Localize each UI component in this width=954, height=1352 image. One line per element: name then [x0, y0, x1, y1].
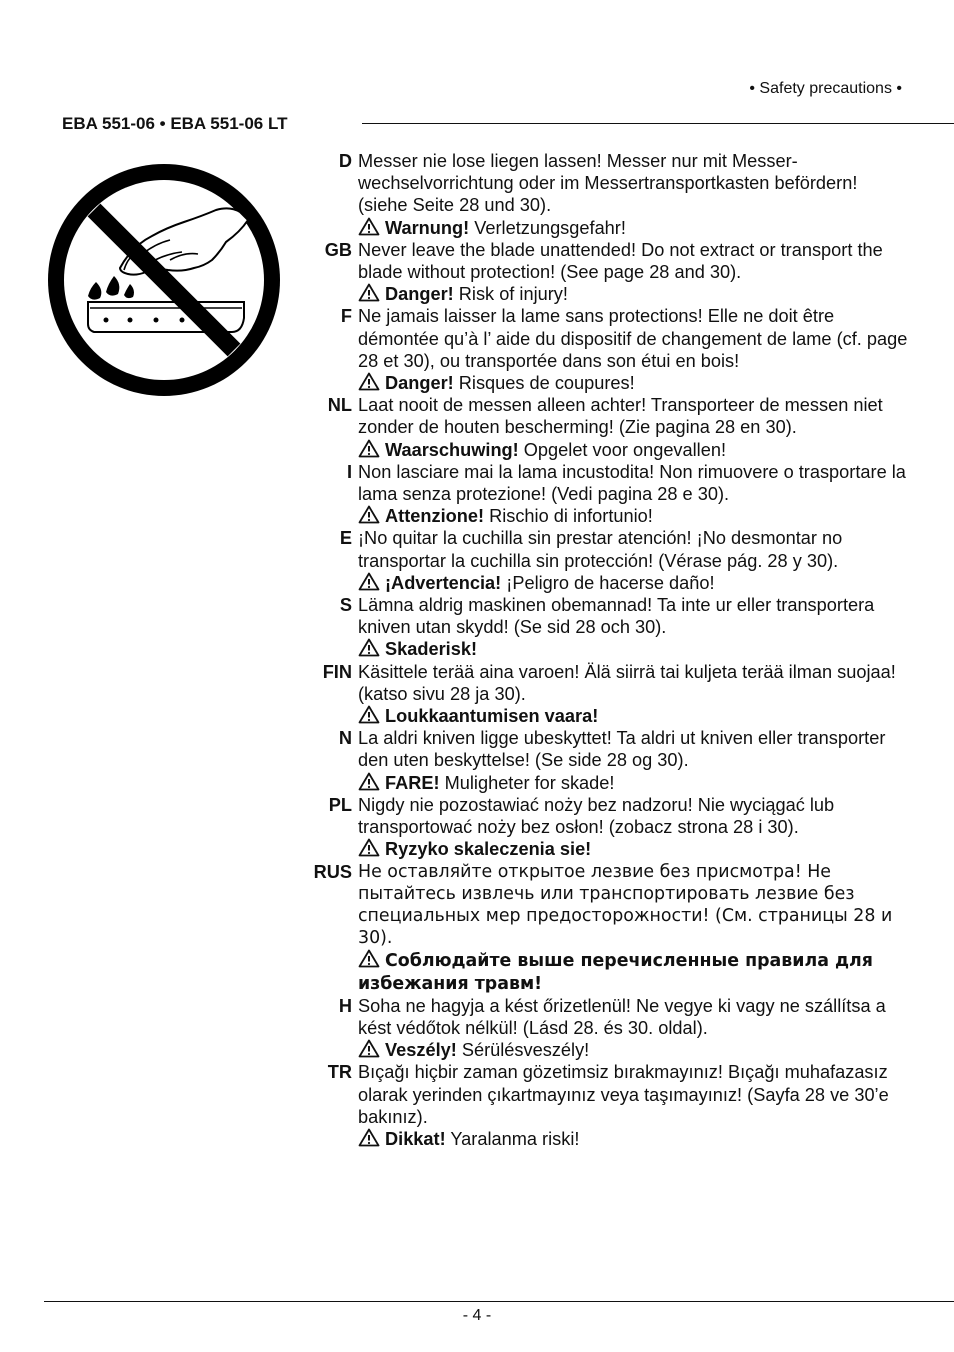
entry-text: Ne jamais laisser la lame sans protections! Elle ne doit être démontée qu’à l’ aide du dispositif de changement de lame (cf. page 28 et 30), ou transportée dans son étui en bois! [358, 306, 908, 371]
language-code: H [338, 995, 352, 1016]
language-code: N [338, 728, 352, 749]
warning-line [358, 1128, 910, 1150]
language-code: E [339, 528, 352, 549]
warning-label: Dikkat! [385, 1128, 446, 1149]
warning-text: ¡Peligro de hacerse daño! [501, 572, 715, 593]
entry-text: Laat nooit de messen alleen achter! Transporteer de messen niet zonder de houten bescherming! (Zie pagina 28 en 30). [358, 395, 883, 438]
warning-label: Skaderisk! [385, 639, 478, 660]
warning-triangle-icon [358, 572, 380, 591]
entry-text: Never leave the blade unattended! Do not extract or transport the blade without protection! (See page 28 and 30). [358, 239, 883, 283]
language-code: PL [328, 794, 352, 815]
entry-text: Lämna aldrig maskinen obemannad! Ta inte ur eller transportera kniven utan skydd! (Se sid 28 och 30). [358, 595, 875, 638]
entry-nl [300, 394, 910, 461]
warning-text: Sérülésveszély! [456, 1040, 590, 1061]
warning-label: Waarschuwing! [385, 439, 519, 460]
warning-line [358, 283, 910, 305]
warning-triangle-icon [358, 705, 380, 724]
warning-triangle-icon [358, 217, 380, 236]
entry-gb [300, 239, 910, 306]
language-code: I [346, 461, 352, 482]
warning-label: Ryzyko skaleczenia sie! [385, 839, 592, 860]
warning-label: Danger! [385, 284, 454, 305]
no-hand-on-blade-prohibition-icon [44, 160, 284, 400]
warning-text: Verletzungsgefahr! [469, 217, 626, 238]
warning-label: Danger! [385, 373, 454, 394]
warning-line [358, 705, 910, 727]
entry-e [300, 527, 910, 594]
entry-s [300, 594, 910, 661]
warning-triangle-icon [358, 439, 380, 458]
entry-text: Не оставляйте открытое лезвие без присмотра! Не пытайтесь извлечь или транспортировать лезвие без специальных мер предосторожности! (См. страницы 28 и 30). [358, 861, 893, 949]
language-code: D [338, 151, 352, 171]
entry-text: Bıçağı hiçbir zaman gözetimsiz bırakmayınız! Bıçağı muhafazasız olarak yerinden çıkartmayınız veya taşımayınız! (Sayfa 28 ve 30’e bakınız). [358, 1062, 889, 1127]
entry-rus [300, 861, 910, 995]
language-code: F [340, 306, 352, 327]
warning-line [358, 372, 910, 394]
warning-triangle-icon [358, 372, 380, 391]
language-code: FIN [322, 661, 352, 682]
entry-text: Messer nie lose liegen lassen! Messer nur mit Messer-wechselvorrichtung oder im Messertransportkasten befördern! (siehe Seite 28 und 30). [358, 151, 858, 216]
warning-text: Opgelet voor ongevallen! [518, 439, 727, 460]
warning-triangle-icon [358, 638, 380, 657]
entry-text: Soha ne hagyja a kést őrizetlenül! Ne vegye ki vagy ne szállítsa a kést védőtok nélkül! (Lásd 28. és 30. oldal). [358, 995, 886, 1038]
language-code: NL [327, 395, 352, 416]
entry-pl [300, 794, 910, 861]
warning-text: Muligheter for skade! [439, 772, 615, 793]
entry-text: Käsittele terää aina varoen! Älä siirrä tai kuljeta terää ilman suojaa! (katso sivu 28 ja 30). [358, 661, 896, 704]
warning-text: Rischio di infortunio! [484, 506, 653, 527]
header-divider [362, 123, 954, 124]
warning-line [358, 949, 910, 994]
warning-line [358, 217, 910, 239]
warning-line [358, 1039, 910, 1061]
entry-text: Nigdy nie pozostawiać noży bez nadzoru! Nie wyciągać lub transportować noży bez osłon! (zobacz strona 28 i 30). [358, 794, 835, 838]
warning-triangle-icon [358, 283, 380, 302]
entry-tr [300, 1061, 910, 1150]
language-code: GB [324, 239, 352, 260]
entry-i [300, 461, 910, 528]
warning-label: Соблюдайте выше перечисленные правила для избежания травм! [358, 951, 873, 994]
warning-label: Warnung! [385, 217, 470, 238]
entry-text: Non lasciare mai la lama incustodita! Non rimuovere o trasportare la lama senza protezione! (Vedi pagina 28 e 30). [358, 461, 906, 505]
warning-label: FARE! [385, 772, 440, 793]
footer-divider [44, 1301, 954, 1302]
entry-text: La aldri kniven ligge ubeskyttet! Ta aldri ut kniven eller transporter den uten beskyttelse! (Se side 28 og 30). [358, 728, 886, 771]
warning-triangle-icon [358, 1039, 380, 1058]
warning-text: Risk of injury! [453, 284, 568, 305]
warning-label: ¡Advertencia! [385, 572, 502, 593]
warning-label: Veszély! [385, 1040, 457, 1061]
warning-triangle-icon [358, 772, 380, 791]
warning-triangle-icon [358, 838, 380, 857]
model-title: EBA 551-06 • EBA 551-06 LT [62, 114, 288, 133]
entry-f [300, 305, 910, 394]
warning-triangle-icon [358, 505, 380, 524]
warning-text: Risques de coupures! [453, 373, 635, 394]
warning-label: Loukkaantumisen vaara! [385, 706, 599, 727]
warning-line [358, 638, 910, 660]
warning-triangle-icon [358, 1128, 380, 1147]
section-label: • Safety precautions • [749, 80, 902, 97]
warning-line [358, 505, 910, 527]
entry-h [300, 995, 910, 1062]
language-code: S [339, 595, 352, 616]
entry-text: ¡No quitar la cuchilla sin prestar atención! ¡No desmontar no transportar la cuchilla sin protección! (Vérase pág. 28 y 30). [358, 528, 843, 571]
entry-fin [300, 661, 910, 728]
page-number: - 4 - [462, 1307, 492, 1324]
warning-line [358, 838, 910, 860]
safety-entries [300, 150, 910, 1150]
warning-line [358, 572, 910, 594]
warning-label: Attenzione! [385, 506, 485, 527]
warning-line [358, 439, 910, 461]
warning-line [358, 772, 910, 794]
warning-triangle-icon [358, 949, 380, 968]
entry-d [300, 150, 910, 239]
language-code: RUS [313, 861, 352, 882]
warning-text: Yaralanma riski! [445, 1128, 580, 1149]
language-code: TR [327, 1062, 352, 1083]
entry-n [300, 727, 910, 794]
